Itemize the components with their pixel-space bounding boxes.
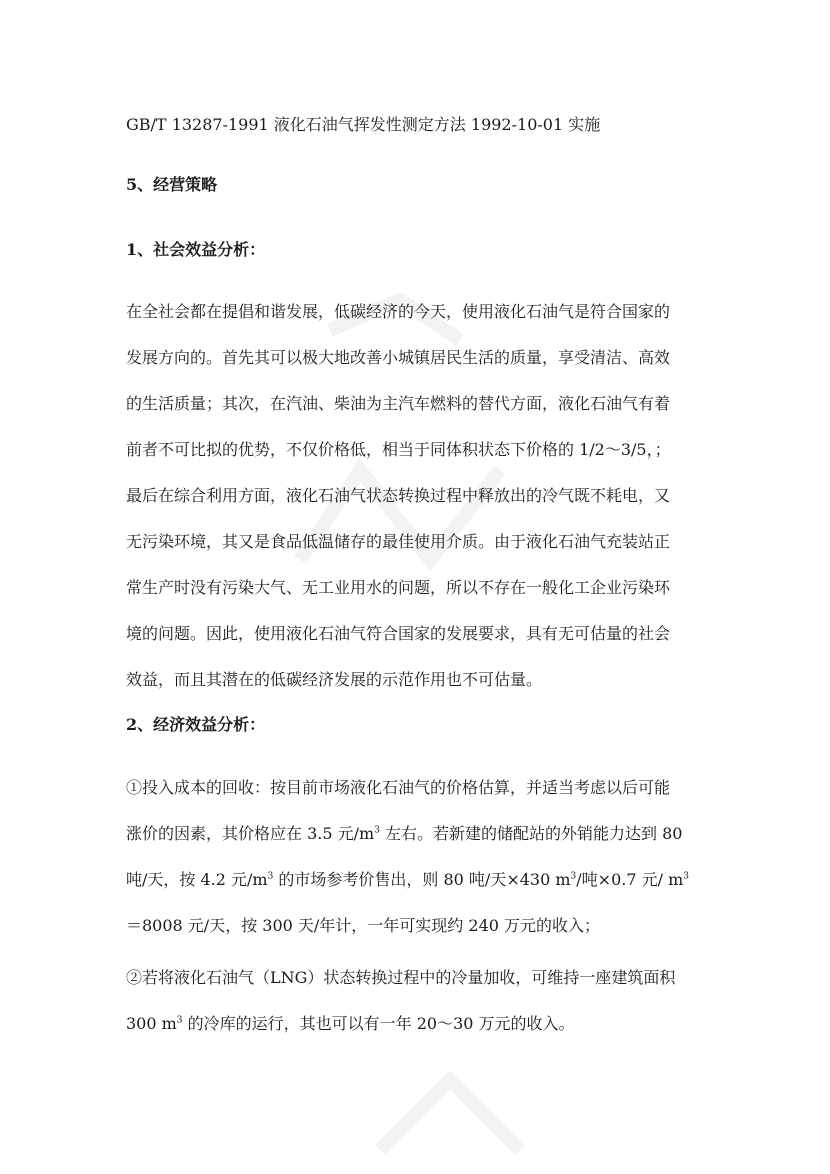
subsection-title-economic-benefit: 2、经济效益分析： xyxy=(126,715,266,734)
cost-recovery-item xyxy=(126,778,706,962)
section-heading: 5、经营策略 xyxy=(126,175,218,194)
paragraph-line: 效益，而且其潜在的低碳经济发展的示范作用也不可估量。 xyxy=(126,670,543,689)
paragraph-line: 最后在综合利用方面，液化石油气状态转换过程中释放出的冷气既不耗电，又 xyxy=(126,486,671,505)
paragraph-line: 无污染环境，其又是食品低温储存的最佳使用介质。由于液化石油气充装站正 xyxy=(126,532,671,551)
subsection-title-social-benefit: 1、社会效益分析： xyxy=(126,240,266,259)
paragraph-line: 前者不可比拟的优势，不仅价格低，相当于同体积状态下价格的 1/2～3/5，； xyxy=(126,440,671,459)
social-benefit-paragraph xyxy=(126,302,706,716)
paragraph-line: 常生产时没有污染大气、无工业用水的问题，所以不存在一般化工企业污染环 xyxy=(126,578,671,597)
paragraph-line: 吨/天，按 4.2 元$/m^3$ 的市场参考价售出，则 80 吨/天×430 $m^3/$吨×0.7 元/ $m^3$ xyxy=(126,870,689,889)
paragraph-line: ①投入成本的回收：按目前市场液化石油气的价格估算，并适当考虑以后可能 xyxy=(126,778,671,797)
paragraph-line: ＝8008 元/天，按 300 天/年计，一年可实现约 240 万元的收入； xyxy=(126,916,601,935)
paragraph-line: ②若将液化石油气（LNG）状态转换过程中的冷量加收，可维持一座建筑面积 xyxy=(126,968,676,987)
paragraph-line: 涨价的因素，其价格应在 3.5 元$/m^3$ 左右。若新建的储配站的外销能力达到 80 xyxy=(126,824,683,843)
paragraph-line: 发展方向的。首先其可以极大地改善小城镇居民生活的质量，享受清洁、高效 xyxy=(126,348,671,367)
paragraph-line: 在全社会都在提倡和谐发展，低碳经济的今天，使用液化石油气是符合国家的 xyxy=(126,302,671,321)
standard-reference-line: GB/T 13287-1991 液化石油气挥发性测定方法 1992-10-01 实施 xyxy=(126,115,601,134)
paragraph-line: 的生活质量；其次，在汽油、柴油为主汽车燃料的替代方面，液化石油气有着 xyxy=(126,394,671,413)
paragraph-line: 境的问题。因此，使用液化石油气符合国家的发展要求，具有无可估量的社会 xyxy=(126,624,671,643)
paragraph-line: 300 $m^3$ 的冷库的运行，其也可以有一年 20～30 万元的收入。 xyxy=(126,1014,575,1033)
cold-storage-item xyxy=(126,968,706,1060)
